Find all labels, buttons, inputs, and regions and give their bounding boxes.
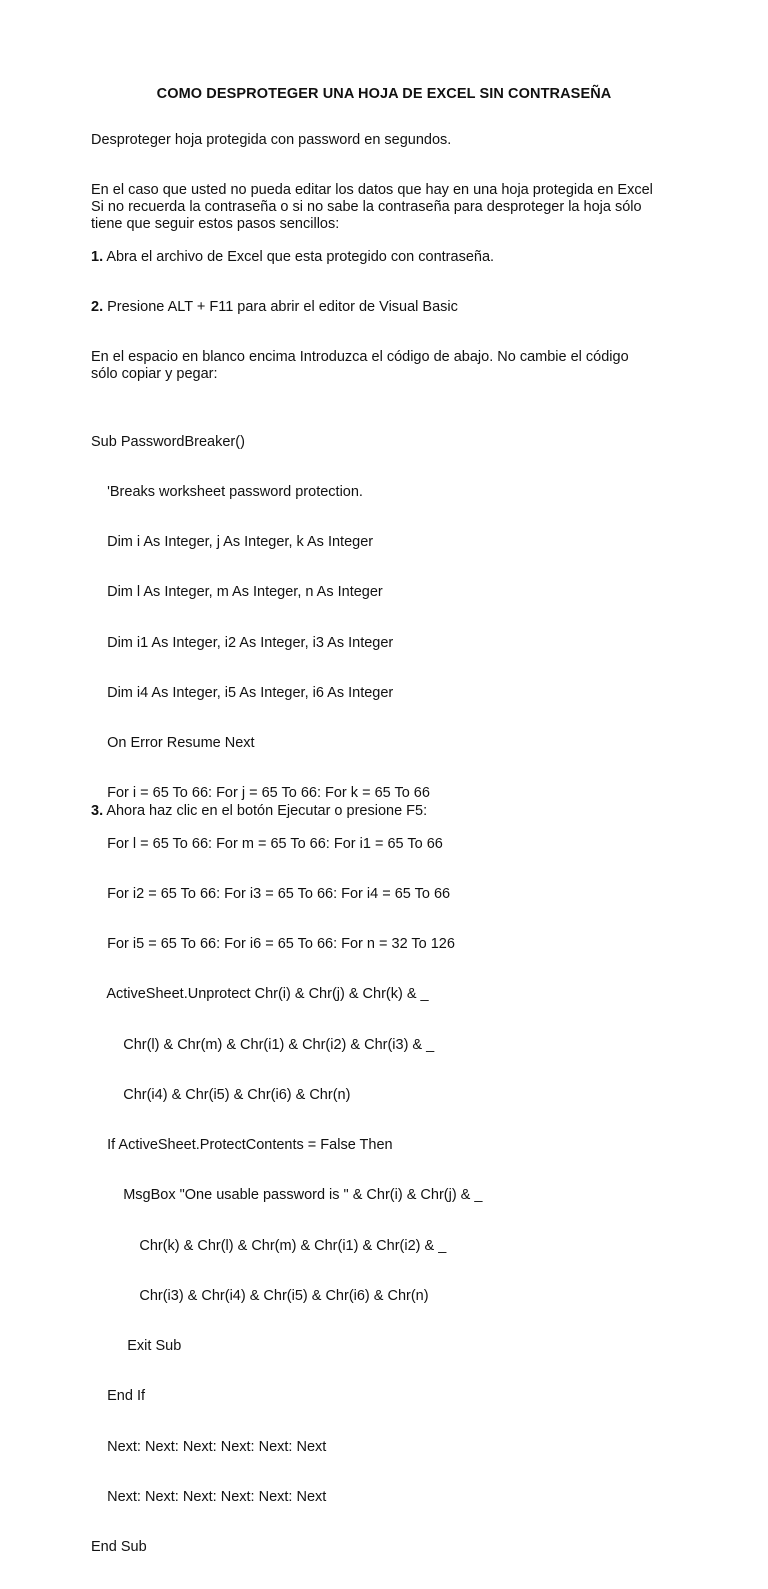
code-line: For i5 = 65 To 66: For i6 = 65 To 66: For n = 32 To 126 (91, 936, 455, 952)
step-text: Ahora haz clic en el botón Ejecutar o presione F5: (103, 803, 428, 819)
instruction-paragraph (91, 349, 731, 383)
code-line: Dim i As Integer, j As Integer, k As Integer (91, 534, 374, 550)
code-line: Dim l As Integer, m As Integer, n As Integer (91, 584, 383, 601)
code-line: Chr(i3) & Chr(i4) & Chr(i5) & Chr(i6) & Chr(n) (91, 1287, 429, 1304)
code-line: End Sub (91, 1539, 147, 1555)
document-title: COMO DESPROTEGER UNA HOJA DE EXCEL SIN CONTRASEÑA (156, 86, 612, 102)
step-3 (91, 803, 731, 820)
instruction-line: sólo copiar y pegar: (91, 366, 218, 382)
intro-paragraph: Desproteger hoja protegida con password en segundos. (91, 132, 452, 148)
code-line: For i2 = 65 To 66: For i3 = 65 To 66: For i4 = 65 To 66 (91, 885, 451, 902)
context-line: Si no recuerda la contraseña o si no sabe la contraseña para desproteger la hoja sólo (91, 199, 642, 215)
code-line: Next: Next: Next: Next: Next: Next (91, 1488, 327, 1505)
code-line: Chr(k) & Chr(l) & Chr(m) & Chr(i1) & Chr(i2) & _ (91, 1237, 447, 1254)
code-line: Dim i4 As Integer, i5 As Integer, i6 As Integer (91, 684, 394, 701)
context-line: tiene que seguir estos pasos sencillos: (91, 216, 340, 232)
code-line: For i = 65 To 66: For j = 65 To 66: For k = 65 To 66 (91, 785, 430, 802)
context-paragraph (91, 182, 731, 233)
code-line: ActiveSheet.Unprotect Chr(i) & Chr(j) & Chr(k) & _ (91, 986, 429, 1003)
code-line: Sub PasswordBreaker() (91, 433, 245, 450)
instruction-line: En el espacio en blanco encima Introduzca el código de abajo. No cambie el código (91, 349, 629, 365)
code-line: End If (91, 1388, 145, 1405)
step-text: Abra el archivo de Excel que esta protegido con contraseña. (103, 249, 495, 265)
code-line: Next: Next: Next: Next: Next: Next (91, 1438, 327, 1455)
code-line: On Error Resume Next (91, 735, 255, 751)
code-line: MsgBox "One usable password is " & Chr(i) & Chr(j) & _ (91, 1187, 483, 1204)
code-line: If ActiveSheet.ProtectContents = False Then (91, 1137, 393, 1153)
code-line: 'Breaks worksheet password protection. (91, 483, 363, 500)
code-line: For l = 65 To 66: For m = 65 To 66: For i1 = 65 To 66 (91, 835, 443, 852)
code-line: Dim i1 As Integer, i2 As Integer, i3 As Integer (91, 634, 394, 651)
step-1 (91, 249, 731, 266)
step-2 (91, 299, 731, 316)
step-number: 1. (91, 249, 104, 265)
step-number: 2. (91, 299, 104, 315)
code-line: Chr(l) & Chr(m) & Chr(i1) & Chr(i2) & Chr(i3) & _ (91, 1036, 435, 1053)
vba-code-block (91, 400, 482, 1589)
code-line: Exit Sub (91, 1338, 182, 1354)
step-number: 3. (91, 803, 104, 819)
context-line: En el caso que usted no pueda editar los datos que hay en una hoja protegida en Excel (91, 182, 653, 198)
code-line: Chr(i4) & Chr(i5) & Chr(i6) & Chr(n) (91, 1086, 351, 1103)
step-text: Presione ALT + F11 para abrir el editor de Visual Basic (103, 299, 458, 315)
